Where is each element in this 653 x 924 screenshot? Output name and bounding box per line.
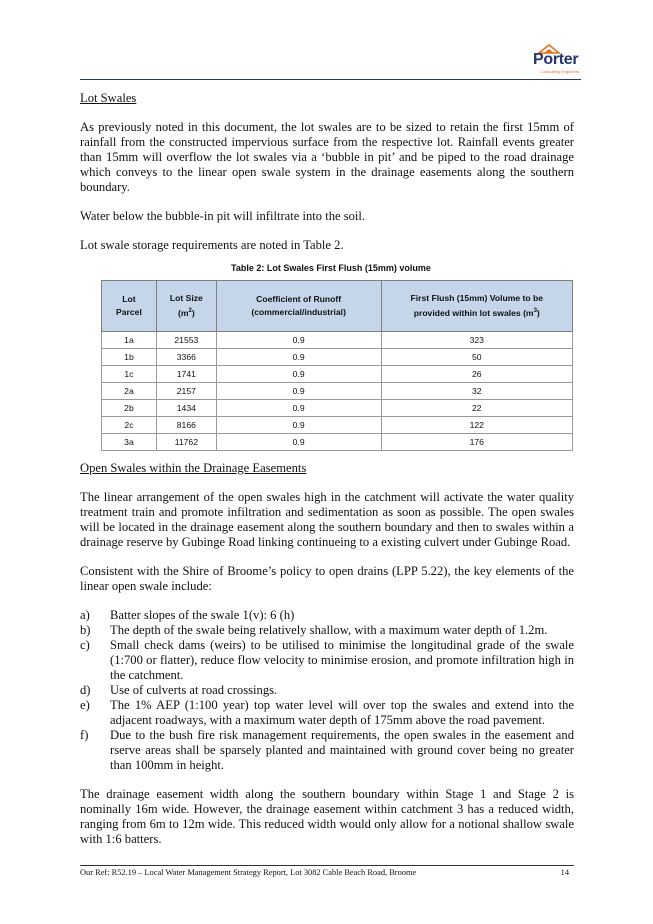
table-row	[102, 434, 573, 451]
lot-cell: 3a	[102, 434, 157, 451]
lot-cell: 1c	[102, 366, 157, 383]
page-number: 14	[560, 868, 569, 877]
easement-width-paragraph: The drainage easement width along the southern boundary within Stage 1 and Stage 2 is nominally 16m wide. However, the drainage easement within catchment 3 has a reduced width, ranging from 6m to 12m wide. This reduced width would only allow for a notional shallow swale with 1:6 batters.	[80, 787, 574, 846]
table-row	[102, 349, 573, 366]
list-item-text: The depth of the swale being relatively shallow, with a maximum water depth of 1.2m.	[110, 623, 548, 637]
lot-swales-table	[101, 280, 573, 451]
table-row	[102, 366, 573, 383]
volume-cell: 176	[381, 434, 572, 451]
open-swales-heading: Open Swales within the Drainage Easements	[80, 461, 307, 475]
size-cell: 8166	[156, 417, 216, 434]
lot-cell: 2a	[102, 383, 157, 400]
table-row	[102, 383, 573, 400]
lot-cell: 1a	[102, 332, 157, 349]
list-item	[80, 698, 574, 728]
volume-cell: 32	[381, 383, 572, 400]
size-cell: 2157	[156, 383, 216, 400]
coefficient-cell: 0.9	[216, 349, 381, 366]
policy-paragraph: Consistent with the Shire of Broome’s policy to open drains (LPP 5.22), the key elements of the linear open swale include:	[80, 564, 574, 593]
list-item	[80, 608, 574, 623]
volume-cell: 122	[381, 417, 572, 434]
volume-cell: 323	[381, 332, 572, 349]
header-first-flush-volume: First Flush (15mm) Volume to be provided within lot swales $(m^3)$	[381, 281, 572, 332]
header-lot-parcel: Lot Parcel	[102, 281, 157, 332]
size-cell: 3366	[156, 349, 216, 366]
size-cell: 1741	[156, 366, 216, 383]
linear-arrangement-paragraph: The linear arrangement of the open swales high in the catchment will activate the water quality treatment train and promote infiltration and sedimentation as soon as possible. The open swales will be located in the drainage easement along the southern boundary and then to swales within a drainage reserve by Gubinge Road linking continueing to a existing culvert under Gubinge Road.	[80, 490, 574, 549]
volume-cell: 22	[381, 400, 572, 417]
size-cell: 11762	[156, 434, 216, 451]
header-coefficient: Coefficient of Runoff (commercial/industrial)	[216, 281, 381, 332]
porter-logo	[532, 44, 582, 76]
list-marker: e)	[80, 698, 90, 712]
volume-cell: 26	[381, 366, 572, 383]
list-item-text: The 1% AEP (1:100 year) top water level will over top the swales and extend into the adjacent roadways, with a maximum water depth of 175mm above the road pavement.	[110, 698, 574, 727]
header-divider	[80, 79, 581, 80]
list-marker: c)	[80, 638, 90, 652]
list-item	[80, 638, 574, 683]
logo-tagline: Consulting Engineers	[541, 69, 580, 74]
table-row	[102, 417, 573, 434]
table-row	[102, 332, 573, 349]
list-item	[80, 683, 574, 698]
list-item-text: Small check dams (weirs) to be utilised to minimise the longitudinal grade of the swale (1:700 or flatter), reduce flow velocity to minimise erosion, and promote infiltration high in the catchment.	[110, 638, 574, 682]
list-marker: a)	[80, 608, 90, 622]
list-item	[80, 623, 574, 638]
list-marker: f)	[80, 728, 89, 742]
table-header-row	[102, 281, 573, 332]
page-body	[80, 91, 574, 847]
list-item-text: Use of culverts at road crossings.	[110, 683, 278, 697]
size-cell: 1434	[156, 400, 216, 417]
list-item	[80, 728, 574, 773]
coefficient-cell: 0.9	[216, 366, 381, 383]
coefficient-cell: 0.9	[216, 383, 381, 400]
lot-swales-heading: Lot Swales	[80, 91, 137, 105]
logo-wordmark: Porter	[533, 51, 579, 68]
list-item-text: Batter slopes of the swale 1(v): 6 (h)	[110, 608, 295, 622]
lot-cell: 1b	[102, 349, 157, 366]
size-cell: 21553	[156, 332, 216, 349]
table-row	[102, 400, 573, 417]
list-item-text: Due to the bush fire risk management requirements, the open swales in the easement and rserve areas shall be sparsely planted and maintained with ground cover being no greater than 100mm in height.	[110, 728, 574, 772]
coefficient-cell: 0.9	[216, 417, 381, 434]
list-marker: b)	[80, 623, 91, 637]
infiltration-paragraph: Water below the bubble-in pit will infiltrate into the soil.	[80, 209, 366, 223]
lot-cell: 2b	[102, 400, 157, 417]
coefficient-cell: 0.9	[216, 400, 381, 417]
coefficient-cell: 0.9	[216, 332, 381, 349]
list-marker: d)	[80, 683, 91, 697]
key-elements-list	[80, 608, 574, 773]
coefficient-cell: 0.9	[216, 434, 381, 451]
header-lot-size: Lot Size $(m^2)$	[156, 281, 216, 332]
lot-swales-paragraph: As previously noted in this document, the lot swales are to be sized to retain the first 15mm of rainfall from the constructed impervious surface from the respective lot. Rainfall events greater than 15mm will overflow the lot swales via a ‘bubble in pit’ and be piped to the road drainage which conveys to the linear open swale system in the drainage easements along the southern boundary.	[80, 120, 574, 194]
footer-divider	[80, 865, 574, 866]
storage-requirements-paragraph: Lot swale storage requirements are noted in Table 2.	[80, 238, 344, 252]
footer-reference: Our Ref: R52.19 – Local Water Management Strategy Report, Lot 3082 Cable Beach Road, Broome	[80, 868, 417, 877]
table-caption: Table 2: Lot Swales First Flush (15mm) volume	[231, 263, 431, 273]
lot-cell: 2c	[102, 417, 157, 434]
volume-cell: 50	[381, 349, 572, 366]
